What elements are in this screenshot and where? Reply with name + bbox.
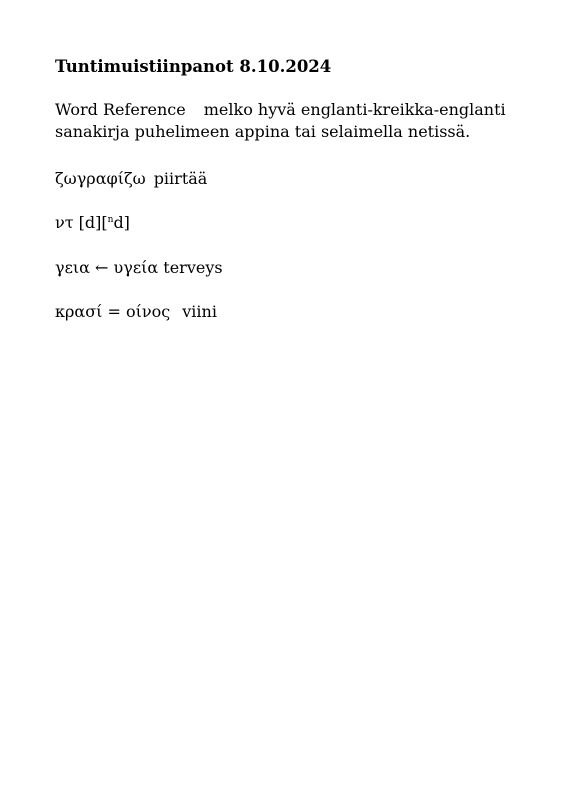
ipa-open: [d][ bbox=[78, 213, 108, 232]
greek-source-word: υγεία bbox=[113, 258, 159, 277]
equals-sign: = bbox=[107, 302, 121, 321]
ancient-greek-word: οίνος bbox=[126, 302, 171, 321]
greek-word: γεια bbox=[55, 258, 90, 277]
note-line-1 bbox=[55, 99, 545, 121]
vocab-row-health bbox=[55, 257, 223, 279]
ipa-close: d] bbox=[113, 213, 130, 232]
vocab-row-draw bbox=[55, 168, 207, 190]
page-title: Tuntimuistiinpanot 8.10.2024 bbox=[55, 57, 332, 76]
greek-letters: ντ bbox=[55, 213, 74, 232]
finnish-word: viini bbox=[182, 302, 217, 321]
ipa-superscript: n bbox=[107, 215, 114, 225]
note-line-2: sanakirja puhelimeen appina tai selaimella netissä. bbox=[55, 122, 471, 141]
finnish-word: piirtää bbox=[153, 169, 208, 188]
finnish-word: terveys bbox=[163, 258, 223, 277]
left-arrow-icon: ← bbox=[95, 258, 109, 277]
word-reference-note bbox=[55, 99, 545, 143]
greek-word: ζωγραφίζω bbox=[55, 169, 146, 188]
note-description: melko hyvä englanti-kreikka-englanti bbox=[203, 100, 506, 119]
vocab-row-wine bbox=[55, 301, 217, 323]
note-term: Word Reference bbox=[55, 100, 186, 119]
greek-word: κρασί bbox=[55, 302, 103, 321]
pronunciation-row bbox=[55, 212, 130, 234]
